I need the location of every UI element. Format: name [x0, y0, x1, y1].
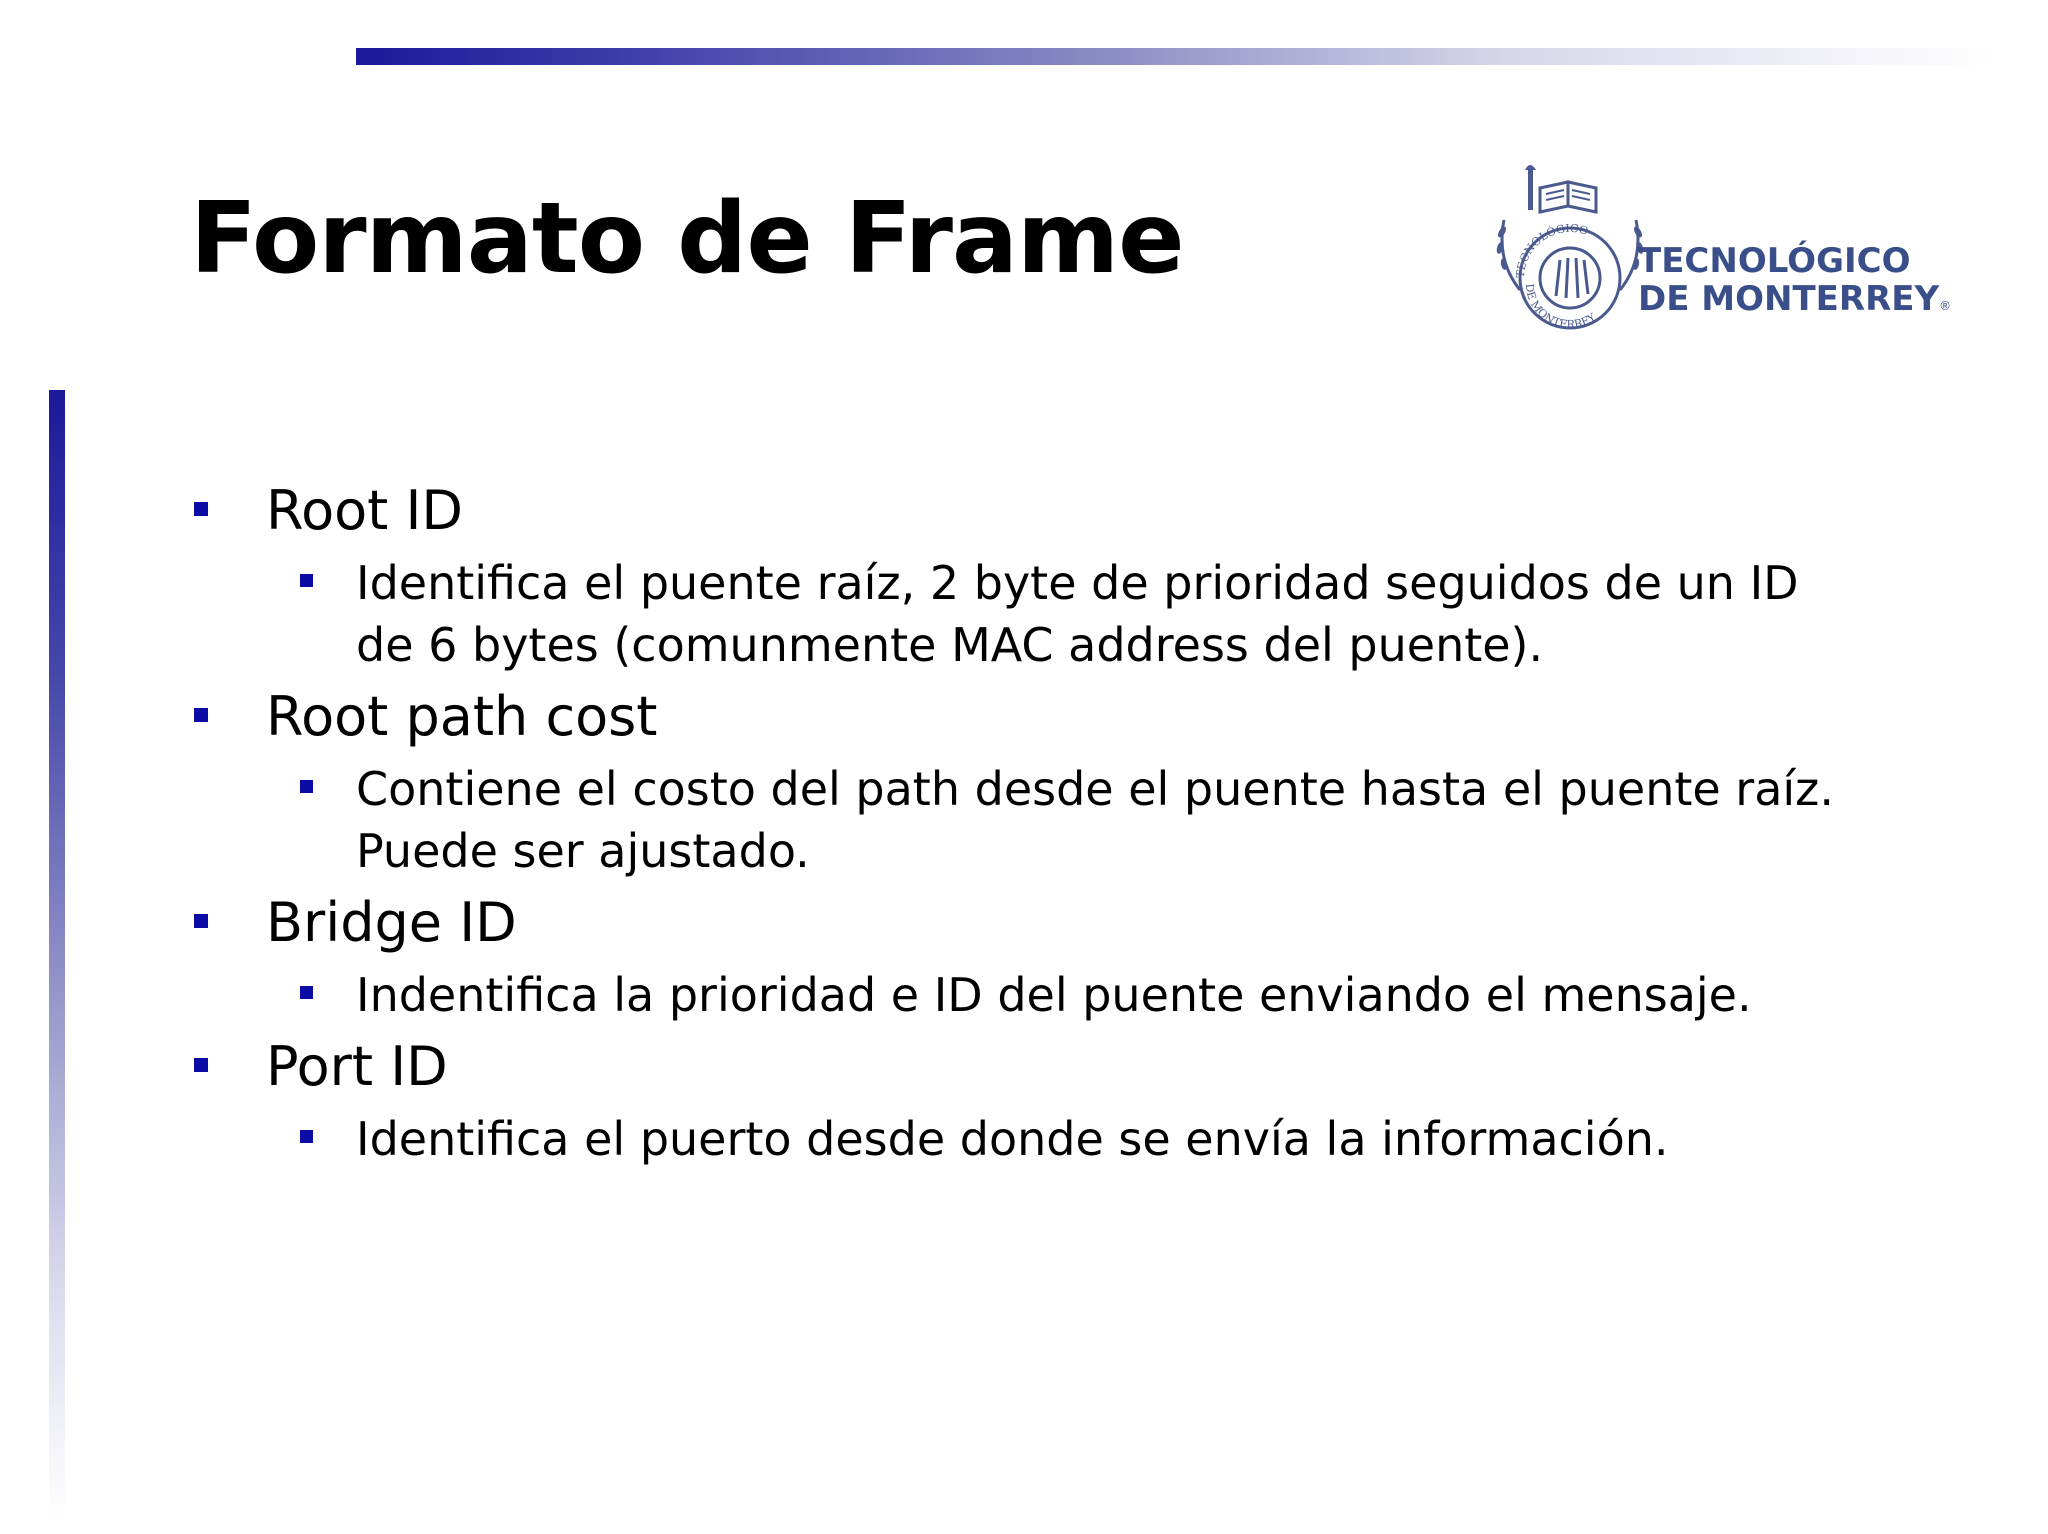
sub-bullet-text: Contiene el costo del path desde el puente hasta el puente raíz. Puede ser ajustado. [356, 762, 1834, 878]
sub-bullet-text: Identifica el puerto desde donde se envía la información. [356, 1112, 1669, 1166]
square-bullet-icon [194, 914, 208, 928]
institution-name-line2 [1638, 280, 1951, 325]
sub-bullet-item [356, 758, 1856, 882]
square-bullet-icon [300, 986, 313, 999]
square-bullet-icon [300, 1130, 313, 1143]
square-bullet-icon [194, 1058, 208, 1072]
sub-bullet-text: Identifica el puente raíz, 2 byte de prioridad seguidos de un ID de 6 bytes (comunmente MAC address del puente). [356, 556, 1799, 672]
bullet-list [190, 470, 1890, 1170]
svg-text:DE MONTERREY: DE MONTERREY [1522, 282, 1599, 332]
institution-name [1638, 242, 1951, 325]
bullet-label: Root ID [266, 479, 464, 542]
square-bullet-icon [300, 780, 313, 793]
bullet-label: Root path cost [266, 685, 658, 748]
slide-title: Formato de Frame [190, 182, 1184, 296]
square-bullet-icon [194, 708, 208, 722]
square-bullet-icon [300, 574, 313, 587]
bullet-item [190, 1034, 1890, 1100]
top-gradient-bar [356, 48, 1996, 65]
bullet-item [190, 684, 1890, 750]
registered-mark: ® [1939, 299, 1952, 313]
sub-bullet-item [356, 552, 1856, 676]
square-bullet-icon [194, 502, 208, 516]
bullet-label: Port ID [266, 1035, 448, 1098]
sub-bullet-item [356, 964, 1856, 1026]
bullet-item [190, 890, 1890, 956]
institution-logo [1490, 160, 1960, 332]
left-gradient-bar [49, 390, 65, 1520]
sub-bullet-text: Indentifica la prioridad e ID del puente enviando el mensaje. [356, 968, 1752, 1022]
institution-seal-icon [1490, 160, 1650, 332]
institution-name-line1: TECNOLÓGICO [1638, 241, 1911, 281]
institution-name-line2-text: DE MONTERREY [1638, 279, 1940, 319]
svg-text:TECNOLÓGICO: TECNOLÓGICO [1513, 221, 1590, 279]
bullet-item [190, 478, 1890, 544]
sub-bullet-item [356, 1108, 1856, 1170]
bullet-label: Bridge ID [266, 891, 517, 954]
